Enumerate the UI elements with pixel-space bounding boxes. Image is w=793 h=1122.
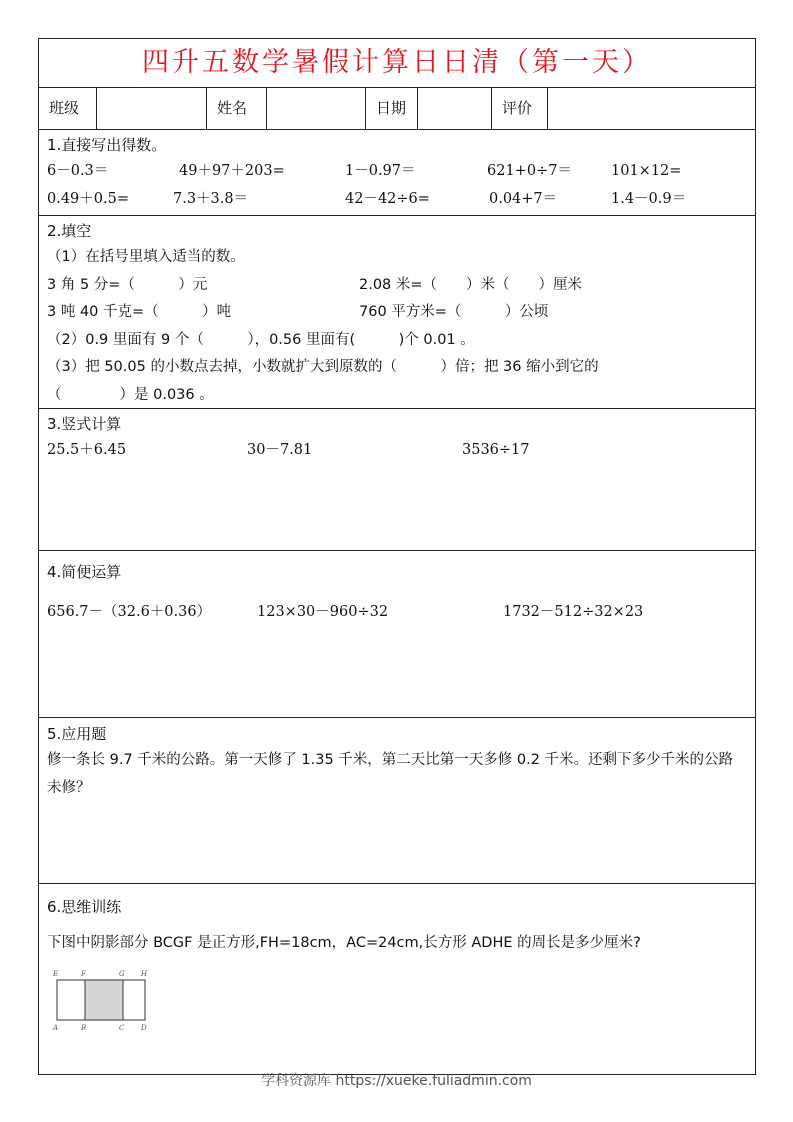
calc-row: [47, 186, 747, 214]
class-field[interactable]: [97, 88, 207, 129]
calc-item: 1－0.97＝: [345, 163, 416, 179]
calc-row: [47, 158, 747, 186]
question-1-row-a: [47, 272, 747, 300]
section-title: 5.应用题: [47, 725, 107, 743]
question-2: （2）0.9 里面有 9 个（ ），0.56 里面有( )个 0.01 。: [47, 331, 475, 348]
question-1: （1）在括号里填入适当的数。: [47, 249, 245, 265]
label-c: C: [119, 1024, 125, 1032]
blank-item: 3 角 5 分=（ ）元: [47, 276, 208, 293]
class-label: 班级: [39, 88, 97, 129]
geometry-diagram: [51, 966, 161, 1038]
calc-item: 42－42÷6=: [345, 190, 430, 207]
calc-item: 621+0÷7＝: [487, 163, 572, 179]
worksheet: [38, 38, 756, 1075]
shaded-square-bcgf: [85, 980, 123, 1020]
calc-item: 1732－512÷32×23: [503, 604, 644, 620]
section-fill-blank: [39, 216, 755, 409]
section-title: 6.思维训练: [47, 898, 122, 916]
name-field[interactable]: [267, 88, 366, 129]
date-field[interactable]: [418, 88, 492, 129]
calc-item: 30－7.81: [247, 442, 313, 458]
section-title: 2.填空: [47, 222, 92, 240]
section-word-problem: [39, 718, 755, 884]
calc-item: 6－0.3＝: [47, 163, 109, 179]
label-g: G: [119, 970, 125, 978]
section-direct-calc: [39, 130, 755, 216]
problem-text: 下图中阴影部分 BCGF 是正方形,FH=18cm，AC=24cm,长方形 ADHE 的周长是多少厘米?: [47, 935, 641, 951]
label-b: B: [81, 1024, 87, 1032]
section-title: 3.竖式计算: [47, 415, 122, 433]
label-d: D: [141, 1024, 147, 1032]
question-1-row-b: [47, 299, 747, 327]
label-f: F: [81, 970, 86, 978]
problem-text: 修一条长 9.7 千米的公路。第一天修了 1.35 千米，第二天比第一天多修 0.2 千米。还剩下多少千米的公路未修？: [47, 752, 734, 796]
label-e: E: [53, 970, 59, 978]
question-3-line-1: （3）把 50.05 的小数点去掉，小数就扩大到原数的（ ）倍；把 36 缩小到它的: [47, 359, 599, 375]
eval-label: 评价: [492, 88, 548, 129]
section-vertical-calc: [39, 409, 755, 551]
date-label: 日期: [366, 88, 418, 129]
blank-item: 3 吨 40 千克=（ ）吨: [47, 304, 232, 320]
label-h: H: [141, 970, 148, 978]
calc-item: 1.4－0.9＝: [611, 190, 687, 207]
calc-row: [47, 599, 747, 627]
section-title: 1.直接写出得数。: [47, 136, 167, 154]
eval-field[interactable]: [548, 88, 755, 129]
blank-item: 2.08 米=（ ）米（ ）厘米: [359, 276, 583, 293]
calc-row: [47, 437, 747, 465]
info-row: [39, 88, 755, 130]
calc-item: 25.5＋6.45: [47, 442, 127, 458]
calc-item: 3536÷17: [462, 442, 530, 458]
calc-item: 123×30－960÷32: [257, 604, 389, 620]
question-3-line-2: （ ）是 0.036 。: [47, 386, 214, 403]
page-title: 四升五数学暑假计算日日清（第一天）: [39, 39, 755, 88]
section-thinking: [39, 884, 755, 1076]
calc-item: 49＋97＋203=: [179, 163, 285, 179]
section-simplify: [39, 551, 755, 718]
label-a: A: [53, 1024, 59, 1032]
calc-item: 0.04+7＝: [489, 190, 558, 207]
blank-item: 760 平方米=（ ）公顷: [359, 304, 549, 320]
calc-item: 101×12=: [611, 163, 682, 179]
calc-item: 0.49＋0.5=: [47, 190, 129, 207]
calc-item: 656.7－（32.6＋0.36）: [47, 604, 212, 620]
rectangle-figure: [51, 966, 161, 1042]
name-label: 姓名: [207, 88, 267, 129]
section-title: 4.简便运算: [47, 563, 122, 581]
footer-source: 学科资源库 https://xueke.fuliadmin.com: [261, 1073, 532, 1089]
calc-item: 7.3＋3.8＝: [173, 190, 249, 207]
